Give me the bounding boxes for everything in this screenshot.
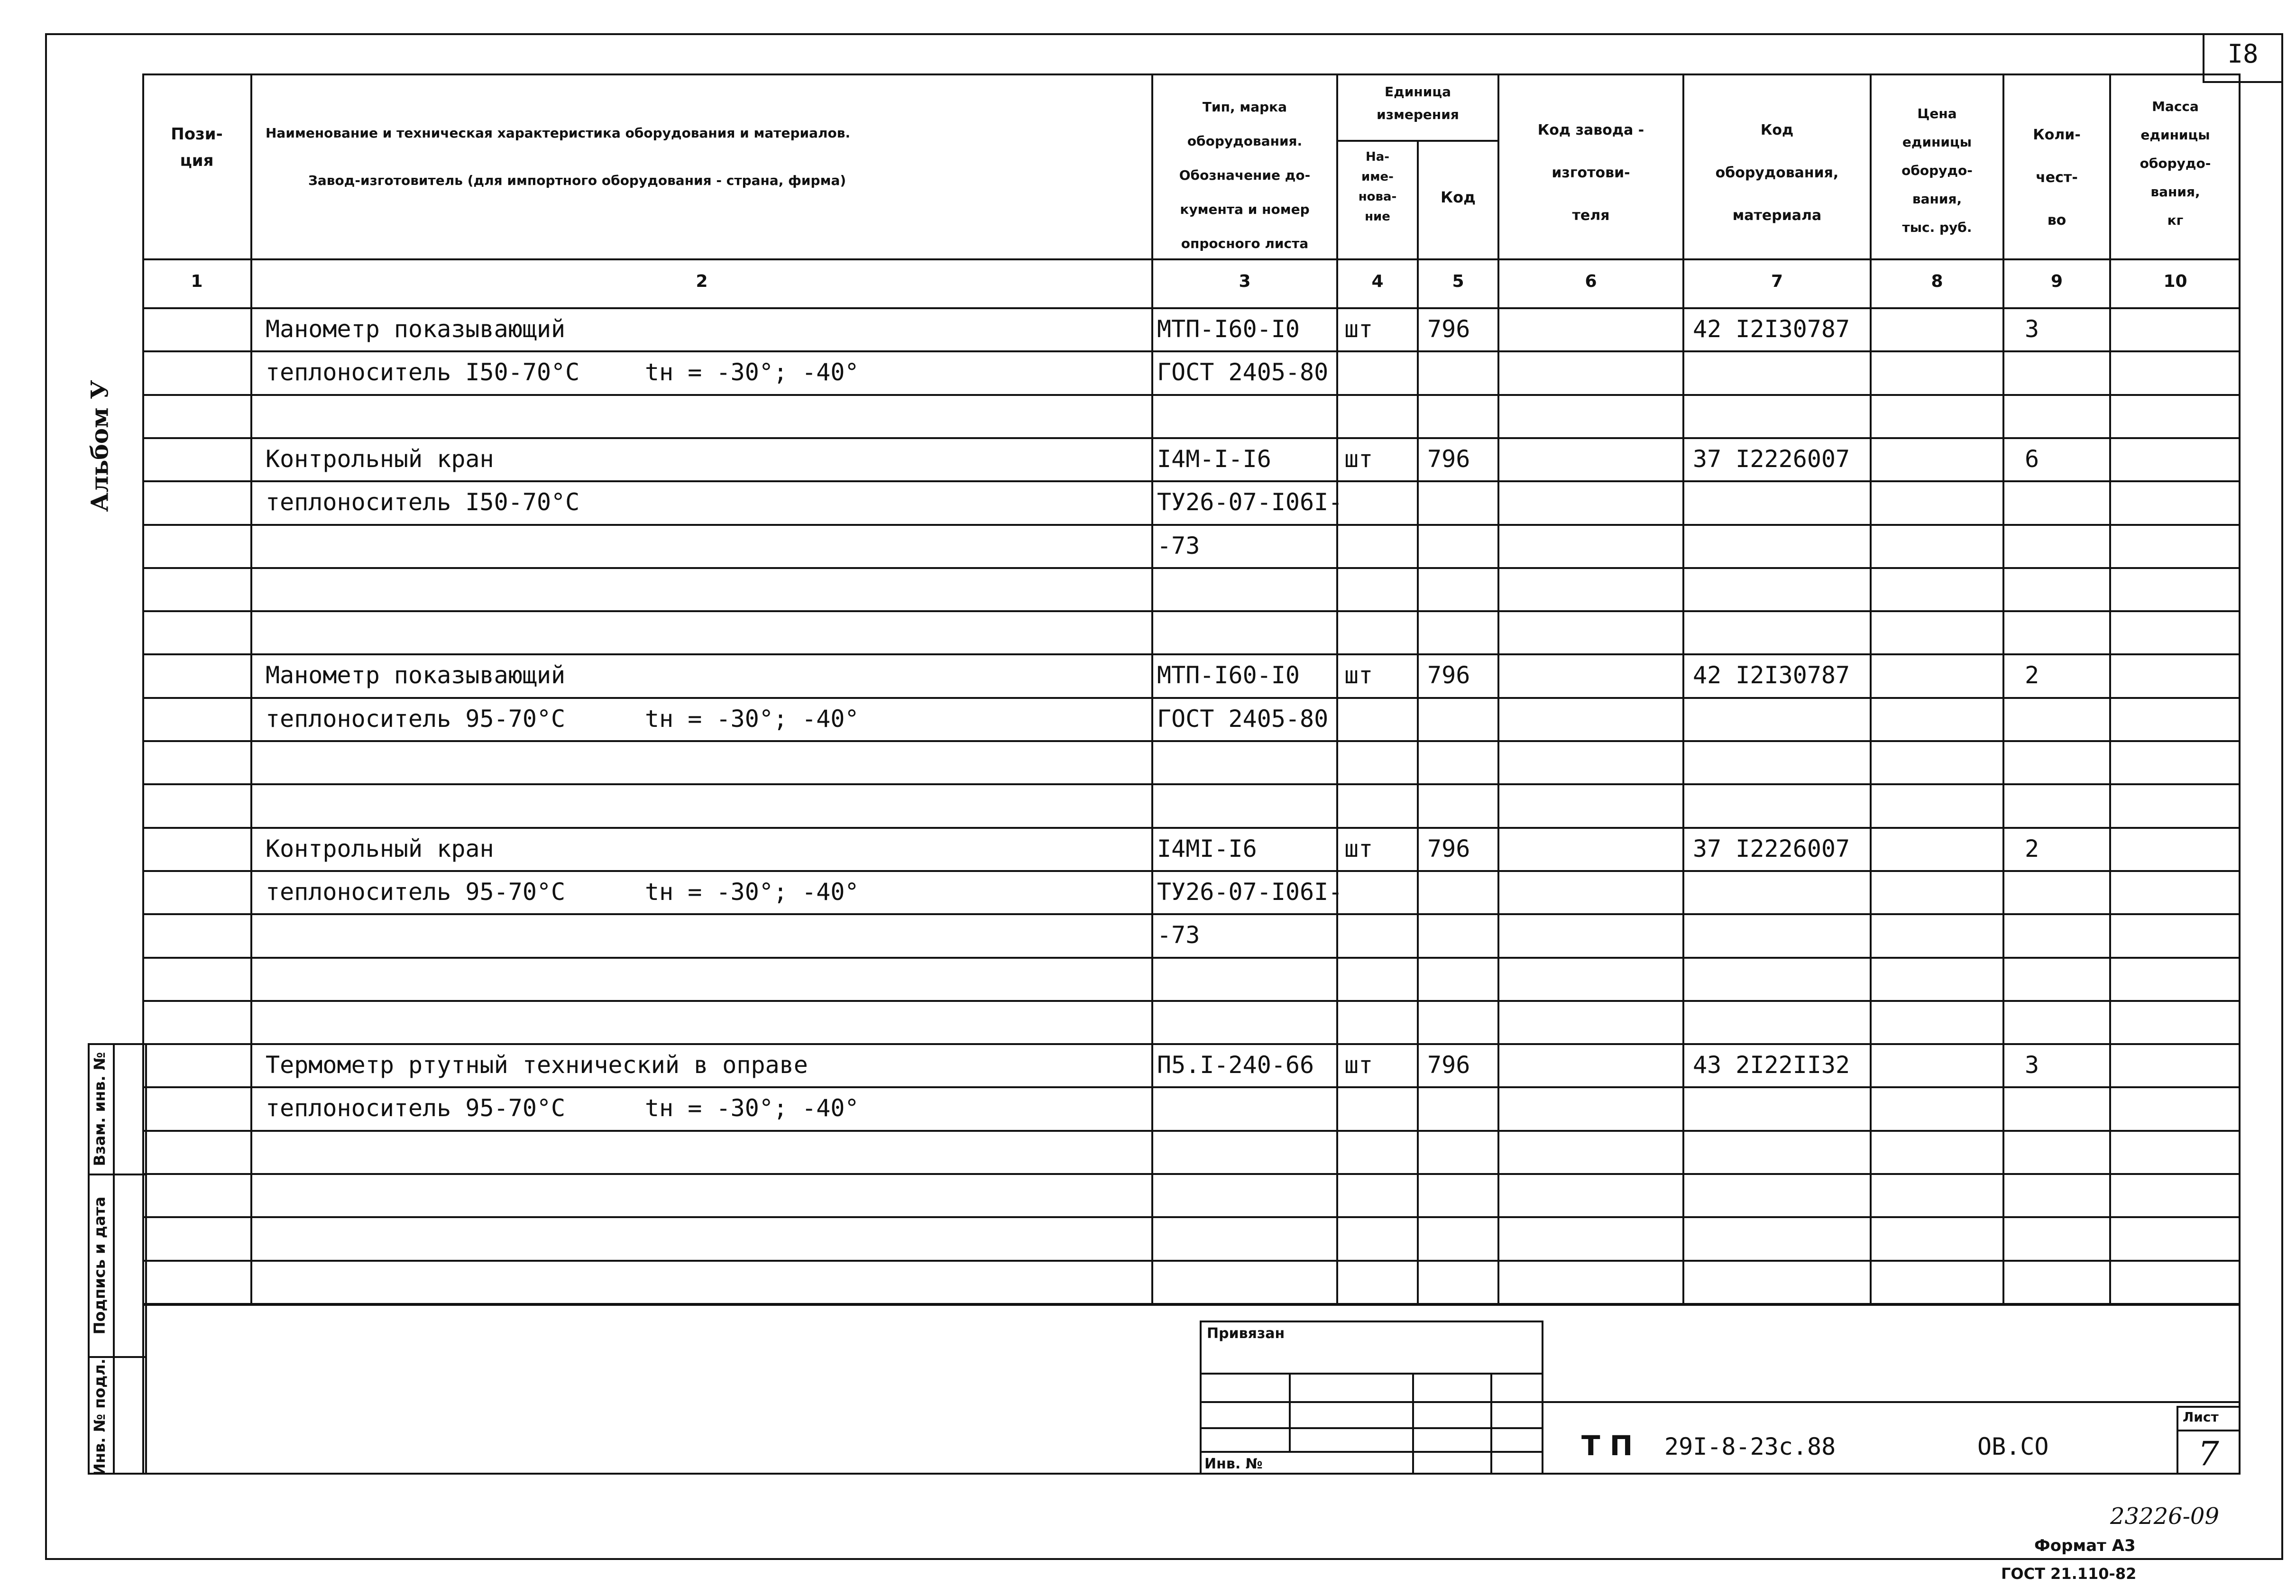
header-position: Пози- ция bbox=[171, 125, 223, 170]
row-type: -73 bbox=[1157, 921, 1200, 949]
header-quantity: Коли- чест- во bbox=[2033, 127, 2081, 229]
row-temperature: tн = -30°; -40° bbox=[645, 1094, 859, 1122]
row-line bbox=[142, 740, 2241, 742]
header-unit-name: На- име- нова- ние bbox=[1358, 150, 1397, 224]
header-unit-group: Единица измерения bbox=[1377, 84, 1459, 122]
row-line bbox=[142, 567, 2241, 569]
row-line bbox=[142, 1303, 2241, 1305]
colnum-4: 4 bbox=[1371, 272, 1384, 291]
row-line bbox=[142, 394, 2241, 396]
colnum-7: 7 bbox=[1771, 272, 1783, 291]
colnum-8: 8 bbox=[1931, 272, 1943, 291]
colnum-5: 5 bbox=[1452, 272, 1464, 291]
row-name: Контрольный кран bbox=[266, 835, 494, 862]
row-name: теплоноситель I50-70°С bbox=[266, 358, 580, 386]
privyazan-inv-no: Инв. № bbox=[1204, 1456, 1263, 1472]
side-stamp-divider bbox=[113, 1043, 115, 1475]
tp-label: Т П bbox=[1581, 1430, 1633, 1462]
row-line bbox=[142, 1173, 2241, 1175]
row-equip-code: 43 2I22II32 bbox=[1693, 1051, 1850, 1079]
header-type: Тип, марка оборудования. Обозначение до- кумента и номер опросного листа bbox=[1179, 99, 1311, 251]
row-unit: шт bbox=[1344, 835, 1373, 862]
row-line bbox=[142, 350, 2241, 352]
row-name: Термометр ртутный технический в оправе bbox=[266, 1051, 808, 1079]
privyazan-vline-2 bbox=[1412, 1373, 1414, 1475]
header-name-line2: Завод-изготовитель (для импортного оборудования - страна, фирма) bbox=[308, 173, 846, 188]
row-qty: 3 bbox=[2025, 315, 2039, 343]
row-code: 796 bbox=[1427, 445, 1470, 473]
privyazan-label: Привязан bbox=[1207, 1325, 1285, 1342]
side-stamp-vzam: Взам. инв. № bbox=[91, 1052, 109, 1166]
colnum-2: 2 bbox=[696, 272, 708, 291]
header-mass: Масса единицы оборудо- вания, кг bbox=[2140, 99, 2211, 228]
row-line bbox=[142, 783, 2241, 785]
row-line bbox=[142, 1086, 2241, 1088]
header-price: Цена единицы оборудо- вания, тыс. руб. bbox=[1901, 106, 1973, 235]
row-line bbox=[142, 827, 2241, 829]
row-temperature: tн = -30°; -40° bbox=[645, 705, 859, 733]
row-unit: шт bbox=[1344, 1051, 1373, 1079]
row-code: 796 bbox=[1427, 1051, 1470, 1079]
colnum-10: 10 bbox=[2163, 272, 2187, 291]
header-unit-split bbox=[1336, 140, 1497, 142]
colnum-9: 9 bbox=[2050, 272, 2063, 291]
row-name: Контрольный кран bbox=[266, 445, 494, 473]
row-type: I4MI-I6 bbox=[1157, 835, 1257, 862]
row-line bbox=[142, 437, 2241, 439]
album-label: Альбом У bbox=[85, 380, 114, 512]
row-qty: 3 bbox=[2025, 1051, 2039, 1079]
row-code: 796 bbox=[1427, 835, 1470, 862]
row-equip-code: 37 I2226007 bbox=[1693, 835, 1850, 862]
row-line bbox=[142, 480, 2241, 482]
section-code: ОВ.СО bbox=[1977, 1433, 2049, 1460]
row-type: I4M-I-I6 bbox=[1157, 445, 1271, 473]
format-label: Формат А3 bbox=[2034, 1536, 2136, 1555]
row-unit: шт bbox=[1344, 445, 1373, 473]
row-line bbox=[142, 1216, 2241, 1218]
row-qty: 2 bbox=[2025, 661, 2039, 689]
row-name: теплоноситель I50-70°С bbox=[266, 488, 580, 516]
row-qty: 2 bbox=[2025, 835, 2039, 862]
colnum-1: 1 bbox=[191, 272, 203, 291]
row-name: теплоноситель 95-70°С bbox=[266, 1094, 566, 1122]
row-equip-code: 37 I2226007 bbox=[1693, 445, 1850, 473]
row-name: Манометр показывающий bbox=[266, 315, 566, 343]
row-line bbox=[142, 697, 2241, 699]
row-line bbox=[142, 1260, 2241, 1262]
row-line bbox=[142, 957, 2241, 959]
privyazan-vline-3 bbox=[1490, 1373, 1492, 1475]
row-qty: 6 bbox=[2025, 445, 2039, 473]
header-name-line1: Наименование и техническая характеристика оборудования и материалов. bbox=[266, 125, 851, 141]
header-factory-code: Код завода - изготови- теля bbox=[1537, 122, 1644, 224]
row-equip-code: 42 I2I30787 bbox=[1693, 315, 1850, 343]
row-type: -73 bbox=[1157, 532, 1200, 560]
gost-label: ГОСТ 21.110-82 bbox=[2001, 1565, 2137, 1583]
doc-code: 29I-8-23с.88 bbox=[1664, 1433, 1836, 1460]
sheet-number: 7 bbox=[2198, 1434, 2219, 1473]
row-equip-code: 42 I2I30787 bbox=[1693, 661, 1850, 689]
row-type: МТП-I60-I0 bbox=[1157, 661, 1300, 689]
side-stamp-podpis: Подпись и дата bbox=[91, 1196, 109, 1335]
row-temperature: tн = -30°; -40° bbox=[645, 358, 859, 386]
row-type: П5.I-240-66 bbox=[1157, 1051, 1314, 1079]
row-type: ГОСТ 2405-80 bbox=[1157, 705, 1329, 733]
colnum-6: 6 bbox=[1585, 272, 1597, 291]
handwritten-number: 23226-09 bbox=[2110, 1503, 2219, 1530]
row-temperature: tн = -30°; -40° bbox=[645, 878, 859, 906]
row-name: теплоноситель 95-70°С bbox=[266, 705, 566, 733]
row-line bbox=[142, 913, 2241, 915]
privyazan-vline-1 bbox=[1289, 1373, 1291, 1451]
stamp-top-line bbox=[1543, 1401, 2241, 1403]
row-line bbox=[142, 1043, 2241, 1045]
side-stamp-inv-podl: Инв. № подл. bbox=[91, 1358, 109, 1476]
row-unit: шт bbox=[1344, 661, 1373, 689]
row-line bbox=[142, 653, 2241, 655]
row-code: 796 bbox=[1427, 315, 1470, 343]
sheet-box-split bbox=[2177, 1430, 2241, 1431]
header-unit-code: Код bbox=[1441, 188, 1476, 206]
colnum-3: 3 bbox=[1239, 272, 1251, 291]
row-line bbox=[142, 870, 2241, 872]
row-type: ТУ26-07-I06I- bbox=[1157, 878, 1343, 906]
row-unit: шт bbox=[1344, 315, 1373, 343]
row-line bbox=[142, 524, 2241, 526]
row-line bbox=[142, 1000, 2241, 1002]
row-type: ТУ26-07-I06I- bbox=[1157, 488, 1343, 516]
row-name: теплоноситель 95-70°С bbox=[266, 878, 566, 906]
header-equipment-code: Код оборудования, материала bbox=[1715, 122, 1839, 224]
row-type: МТП-I60-I0 bbox=[1157, 315, 1300, 343]
row-code: 796 bbox=[1427, 661, 1470, 689]
row-name: Манометр показывающий bbox=[266, 661, 566, 689]
row-line bbox=[142, 1130, 2241, 1132]
sheet-corner-number: I8 bbox=[2227, 39, 2259, 69]
numbers-bottom-line bbox=[142, 307, 2241, 309]
sheet-label: Лист bbox=[2183, 1409, 2219, 1425]
row-line bbox=[142, 610, 2241, 612]
row-type: ГОСТ 2405-80 bbox=[1157, 358, 1329, 386]
